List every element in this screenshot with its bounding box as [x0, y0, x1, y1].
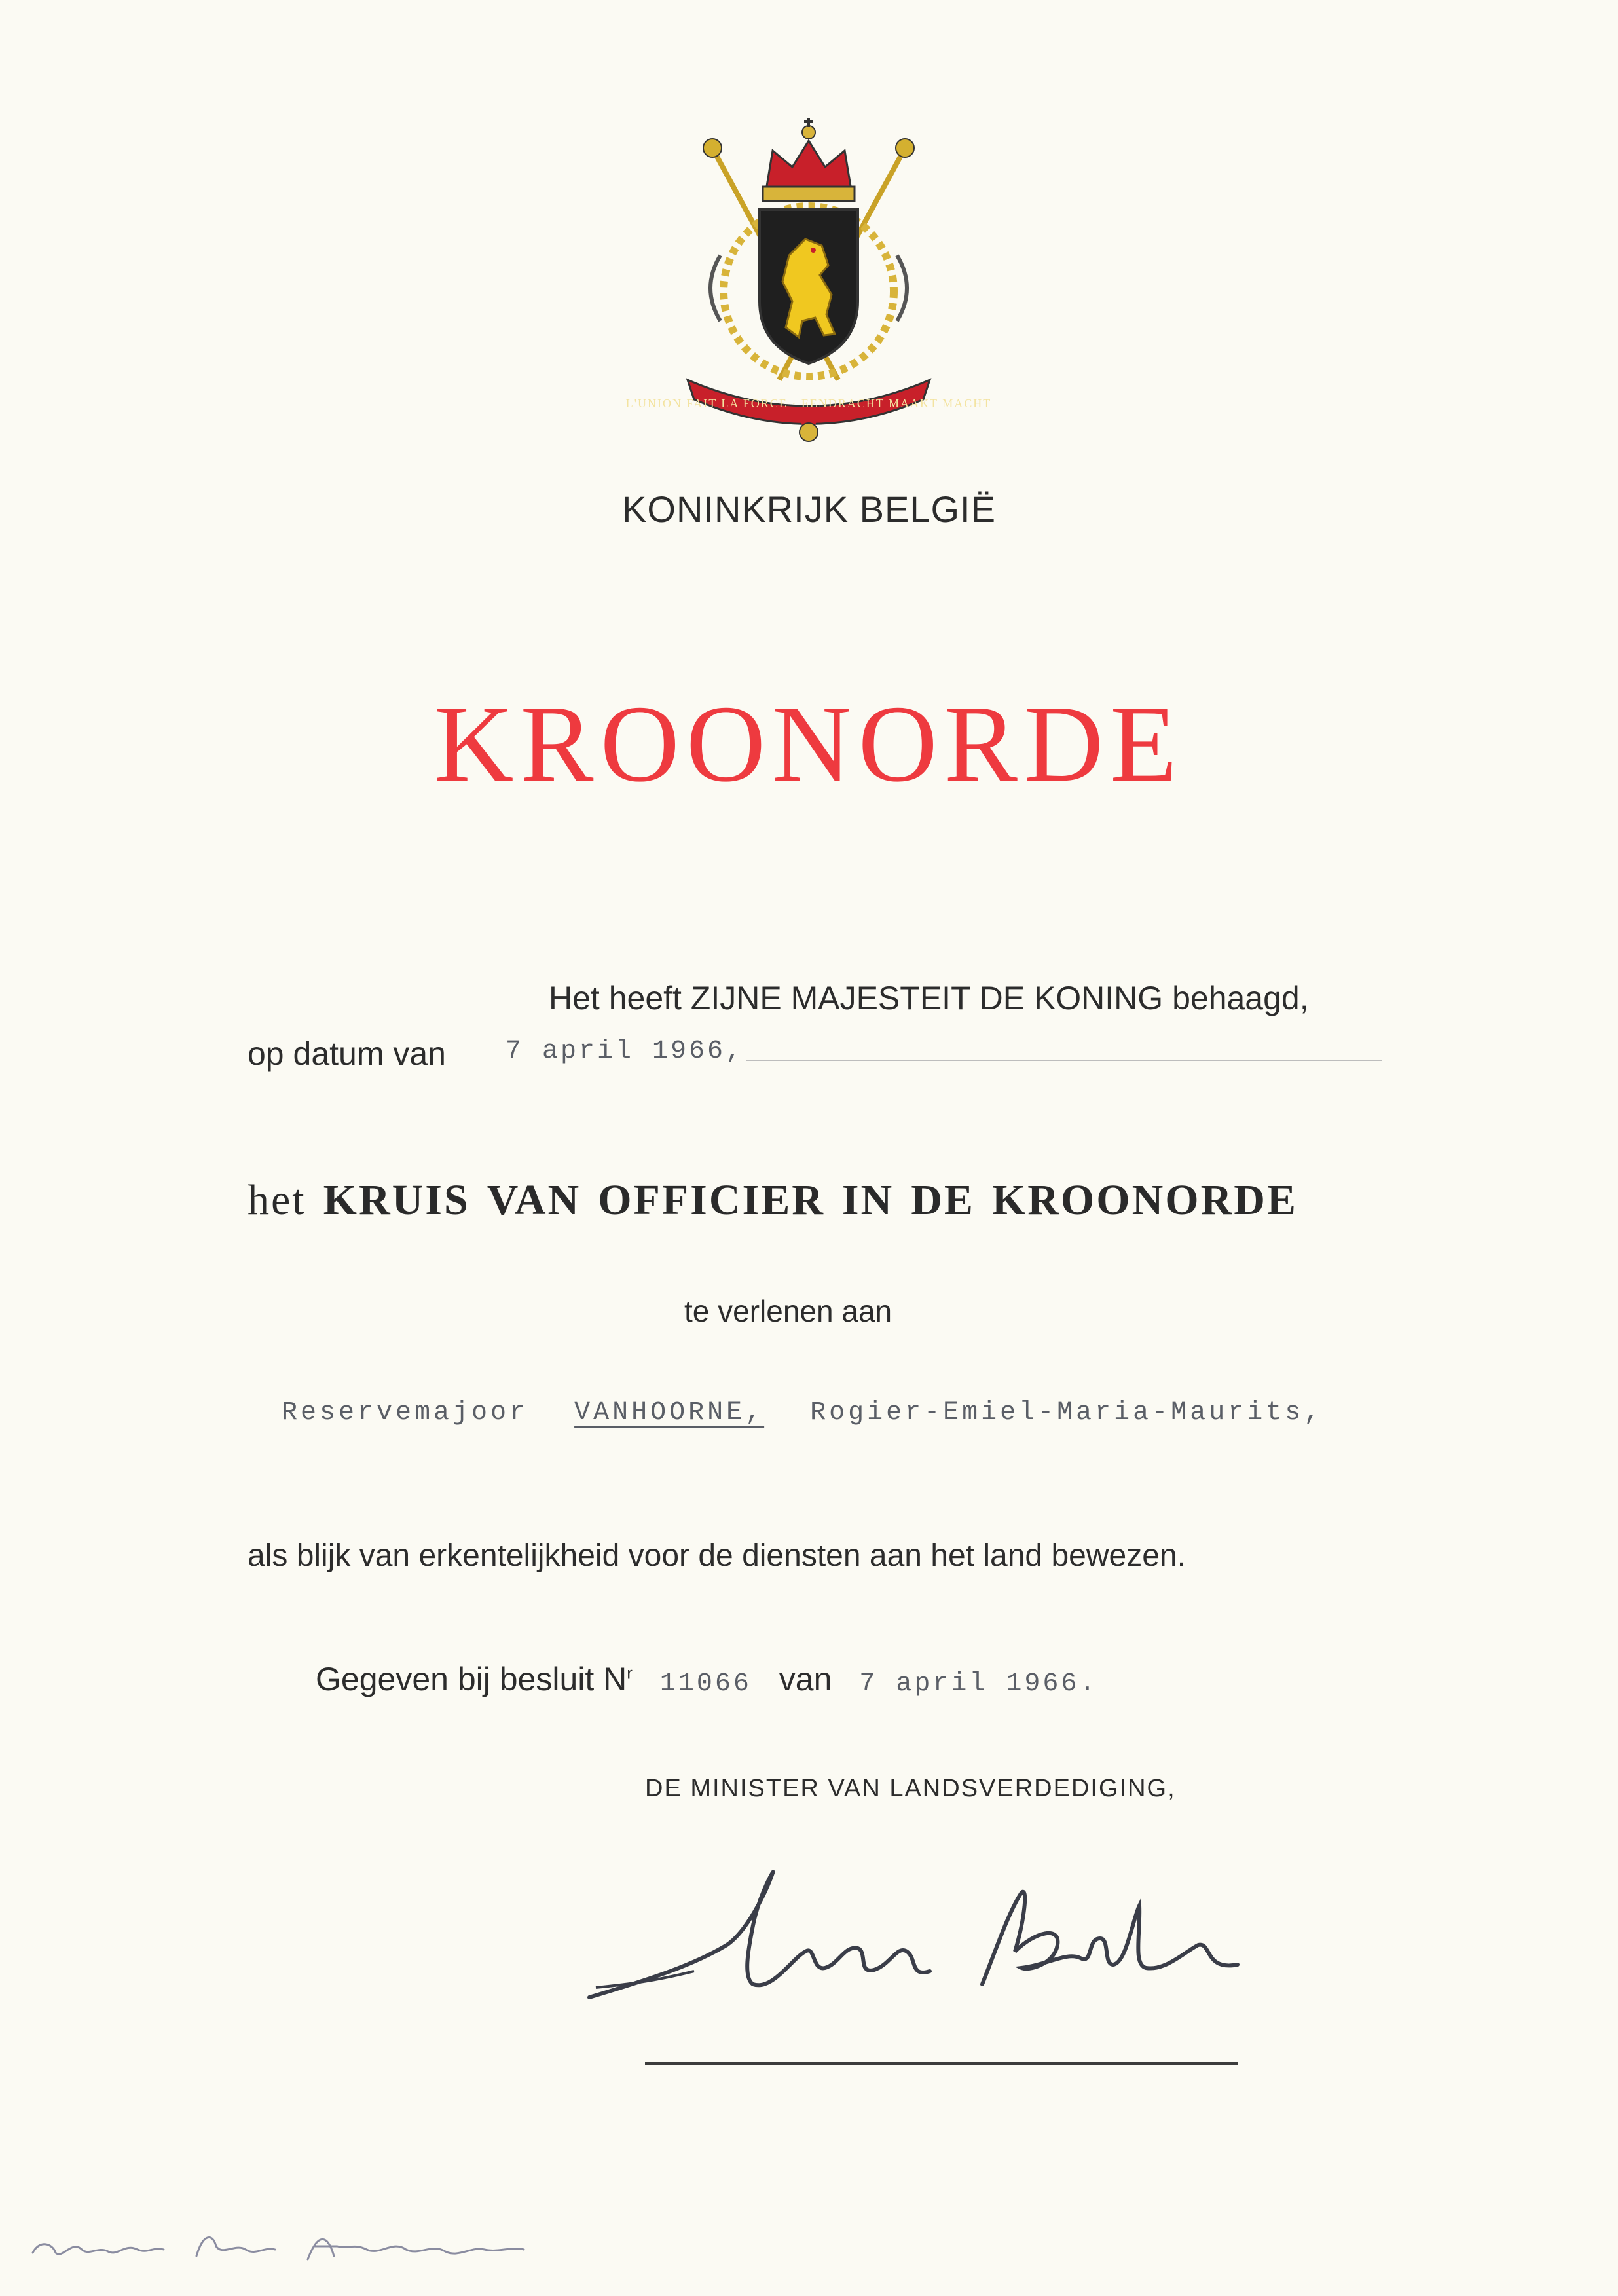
belgian-coat-of-arms-icon: [625, 105, 992, 445]
reason-line: als blijk van erkentelijkheid voor de diensten aan het land bewezen.: [248, 1538, 1186, 1573]
decree-number: 11066: [659, 1669, 752, 1699]
decree-van: van: [779, 1661, 832, 1697]
award-word: het: [248, 1176, 306, 1224]
award-word: IN: [841, 1176, 894, 1224]
award-word: KROONORDE: [991, 1176, 1298, 1224]
award-word: OFFICIER: [598, 1176, 825, 1224]
date-value: 7 april 1966,: [506, 1037, 745, 1066]
intro-line: Het heeft ZIJNE MAJESTEIT DE KONING behaagd,: [549, 980, 1309, 1016]
handwritten-note: [26, 2220, 537, 2272]
crest-motto: L'UNION FAIT LA FORCE · EENDRACHT MAAKT MACHT: [625, 397, 992, 410]
minister-title: DE MINISTER VAN LANDSVERDEDIGING,: [645, 1775, 1176, 1802]
decree-label-sup: r: [627, 1663, 633, 1683]
decree-label: Gegeven bij besluit N: [316, 1661, 627, 1697]
recipient-rank: Reservemajoor: [282, 1398, 529, 1428]
document-title: KROONORDE: [434, 683, 1184, 805]
kingdom-heading: KONINKRIJK BELGIË: [622, 489, 996, 530]
recipient-surname: VANHOORNE,: [574, 1398, 765, 1428]
decree-line: [316, 1660, 1097, 1699]
date-fill-line: [746, 1060, 1382, 1061]
recipient-given-names: Rogier-Emiel-Maria-Maurits,: [810, 1398, 1323, 1428]
award-word: DE: [911, 1176, 975, 1224]
award-line: [248, 1176, 1315, 1225]
award-word: VAN: [487, 1176, 581, 1224]
recipient-line: [282, 1398, 1369, 1428]
date-label: op datum van: [248, 1035, 446, 1072]
minister-signature: [576, 1853, 1257, 2024]
signature-line: [645, 2062, 1238, 2065]
award-word: KRUIS: [323, 1176, 470, 1224]
confer-label: te verlenen aan: [684, 1294, 892, 1328]
decree-date: 7 april 1966.: [859, 1669, 1098, 1699]
